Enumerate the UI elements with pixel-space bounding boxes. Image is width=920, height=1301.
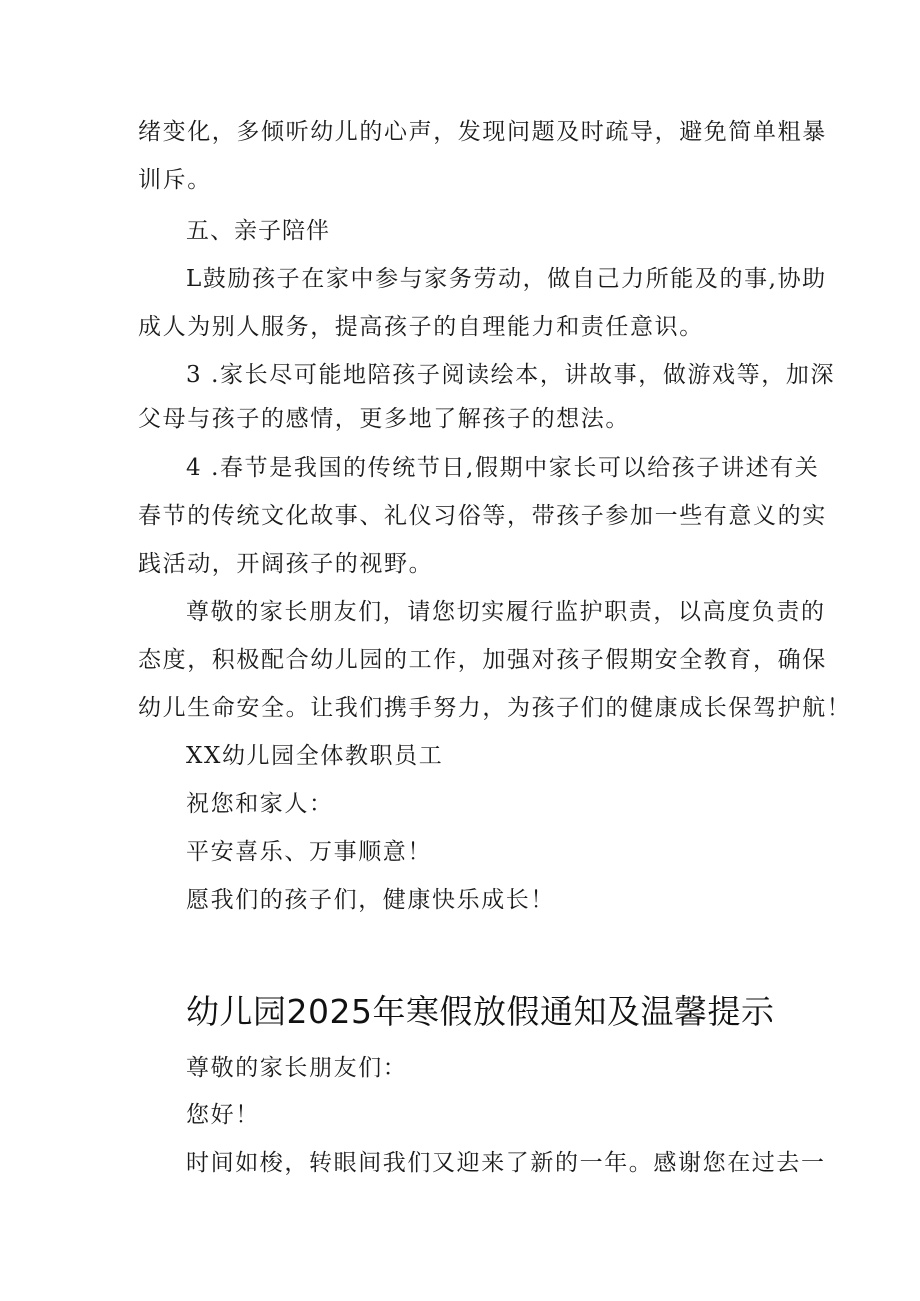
paragraph-line: 时间如梭，转眼间我们又迎来了新的一年。感谢您在过去一	[186, 1150, 826, 1176]
paragraph-line: 训斥。	[138, 167, 212, 193]
wish-line: 平安喜乐、万事顺意！	[186, 839, 432, 865]
list-item-line: L鼓励孩子在家中参与家务劳动，做自己力所能及的事,协助	[186, 266, 827, 292]
list-item-line: 3 .家长尽可能地陪孩子阅读绘本，讲故事，做游戏等，加深	[186, 362, 836, 388]
salutation: 尊敬的家长朋友们：	[186, 1055, 408, 1081]
greeting: 您好！	[186, 1102, 260, 1128]
list-item-line: 成人为别人服务，提高孩子的自理能力和责任意识。	[138, 314, 704, 340]
wish-intro: 祝您和家人：	[186, 791, 334, 817]
list-item-line: 春节的传统文化故事、礼仪习俗等，带孩子参加一些有意义的实	[138, 503, 827, 529]
signature: XX幼儿园全体教职员工	[186, 743, 444, 769]
paragraph-line: 态度，积极配合幼儿园的工作，加强对孩子假期安全教育，确保	[138, 647, 827, 673]
list-item-line: 4 .春节是我国的传统节日,假期中家长可以给孩子讲述有关	[186, 455, 820, 481]
list-item-line: 践活动，开阔孩子的视野。	[138, 551, 434, 577]
paragraph-line: 尊敬的家长朋友们，请您切实履行监护职责，以高度负责的	[186, 599, 826, 625]
wish-line: 愿我们的孩子们，健康快乐成长！	[186, 887, 555, 913]
section-heading: 五、亲子陪伴	[186, 218, 330, 244]
paragraph-line: 幼儿生命安全。让我们携手努力，为孩子们的健康成长保驾护航！	[138, 695, 852, 721]
paragraph-line: 绪变化，多倾听幼儿的心声，发现问题及时疏导，避免简单粗暴	[138, 119, 827, 145]
list-item-line: 父母与孩子的感情，更多地了解孩子的想法。	[138, 406, 630, 432]
document-title: 幼儿园2025年寒假放假通知及温馨提示	[186, 992, 775, 1031]
